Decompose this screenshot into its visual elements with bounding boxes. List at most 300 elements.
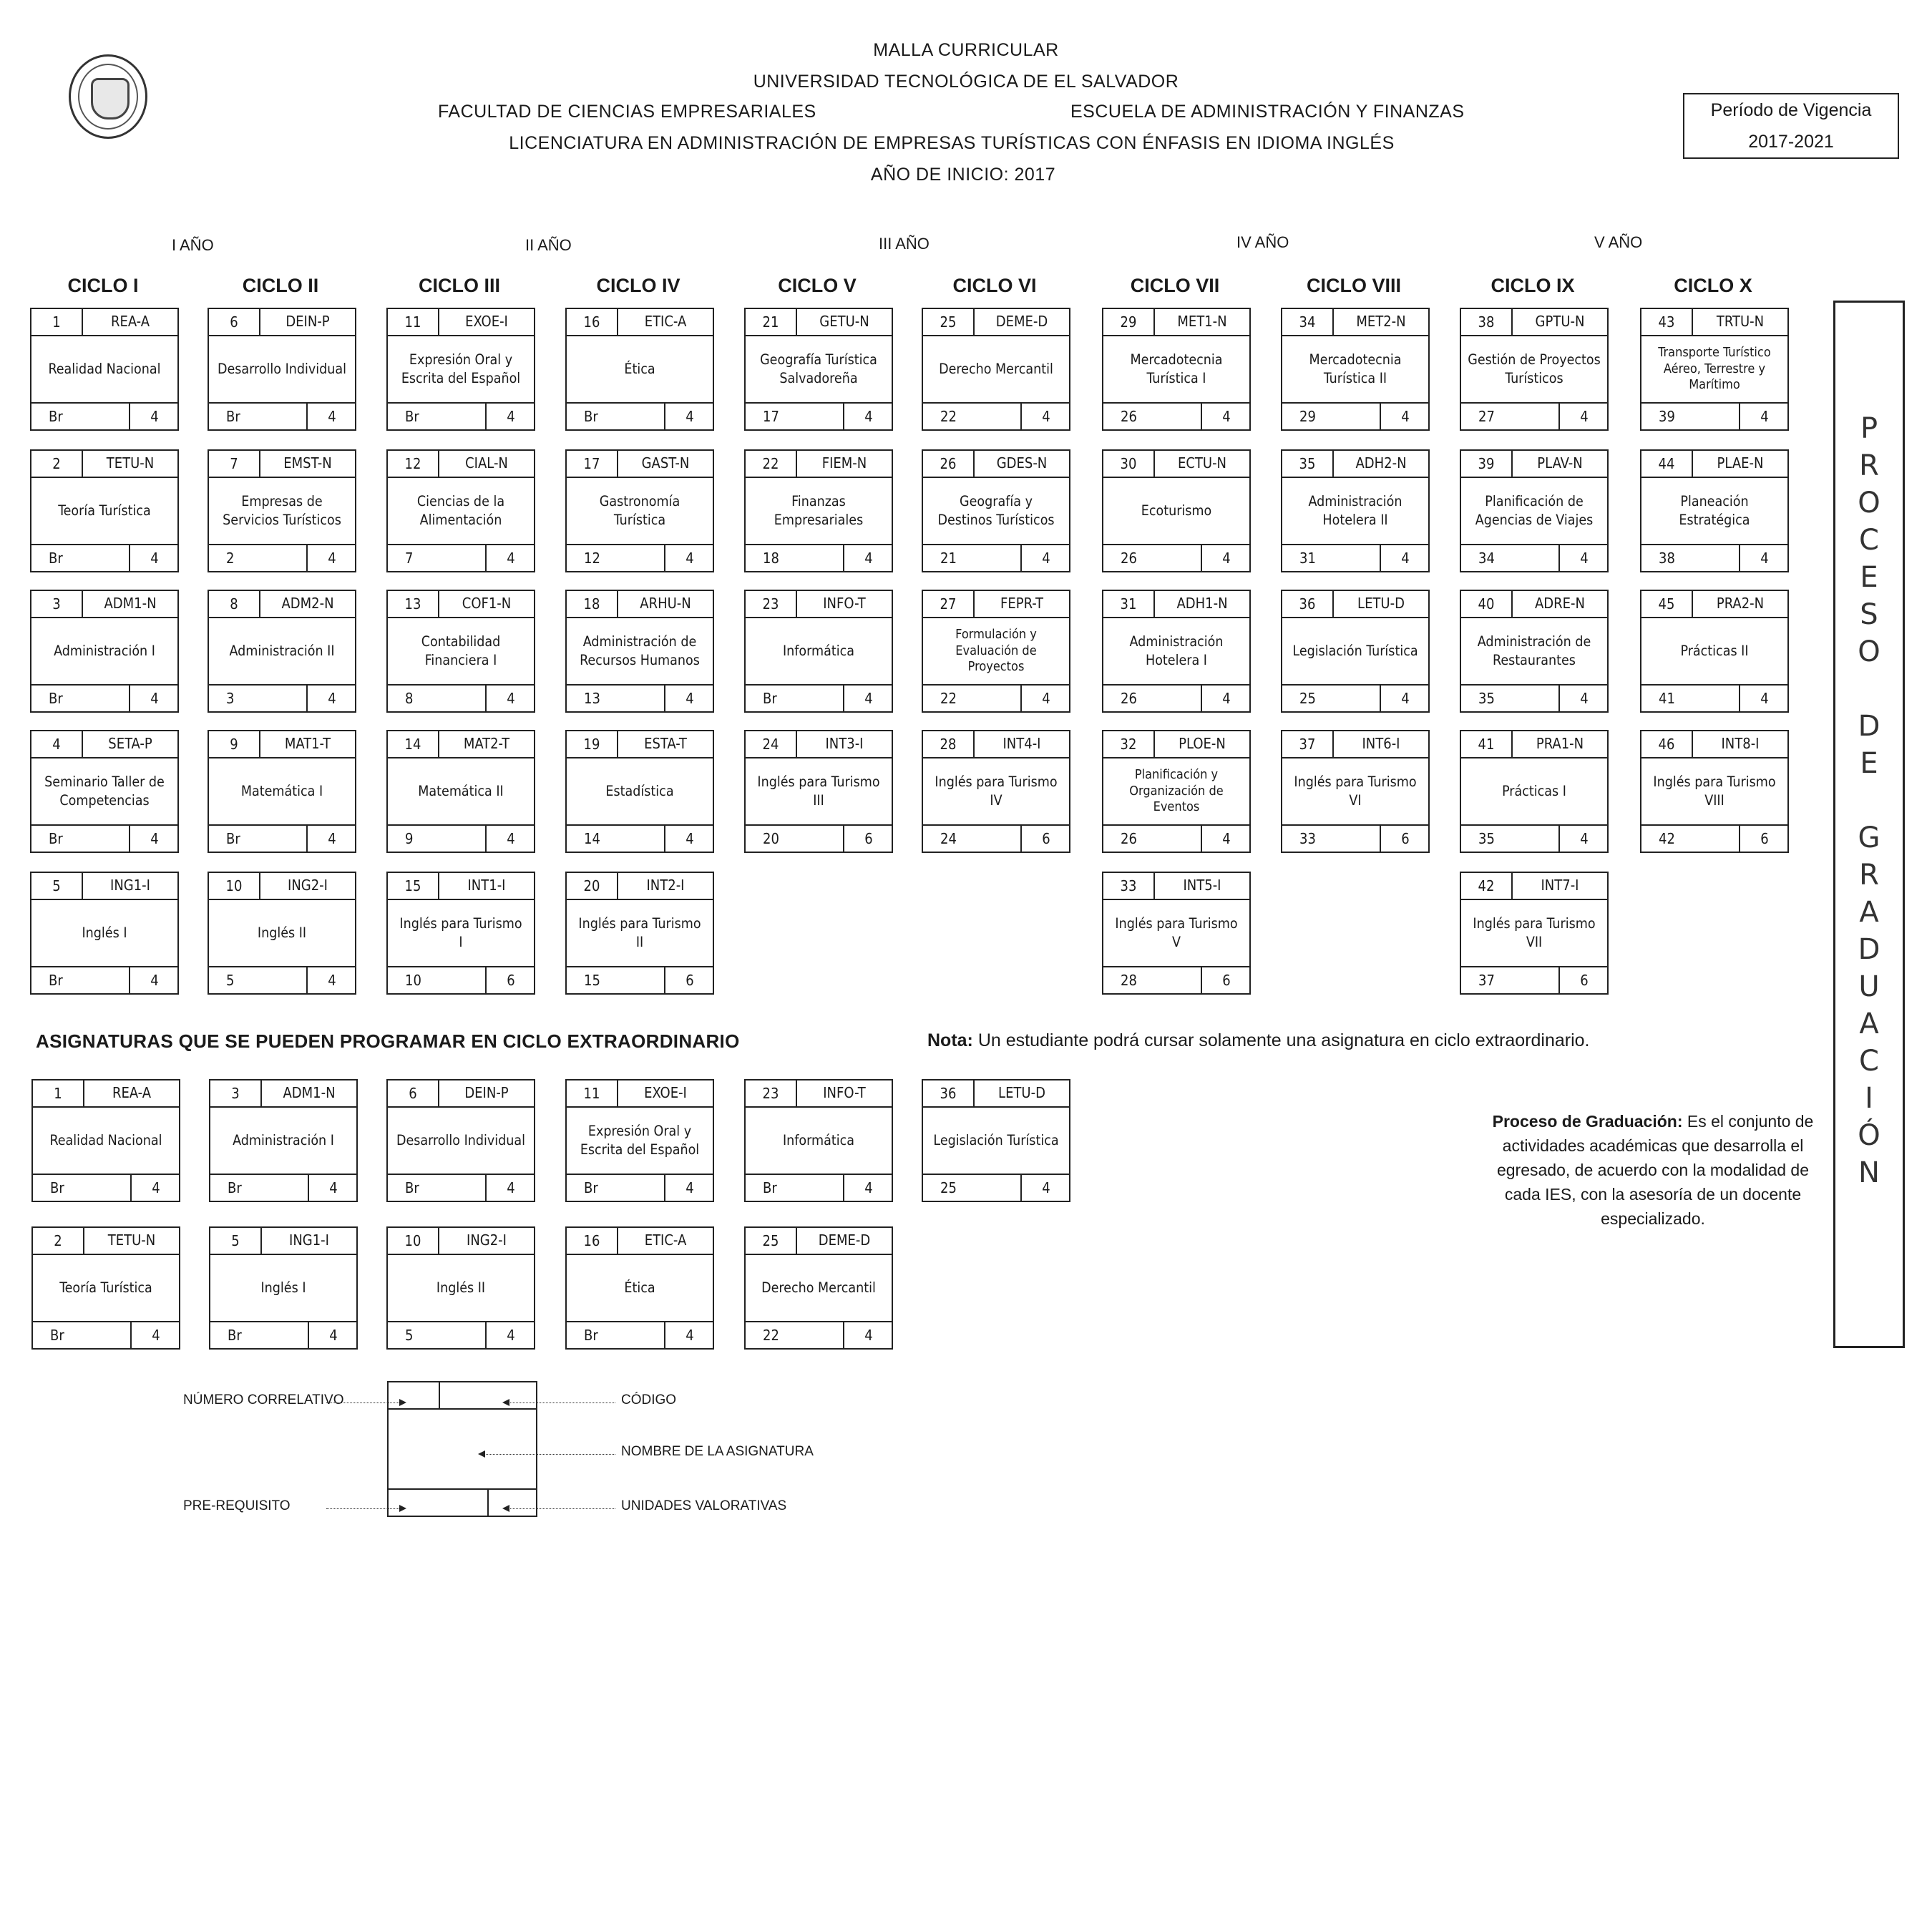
graduation-letter: R — [1859, 449, 1879, 482]
course-name: Expresión Oral y Escrita del Español — [580, 1123, 700, 1158]
course-card — [208, 308, 356, 431]
course-card — [1460, 872, 1609, 995]
course-name: Derecho Mercantil — [939, 361, 1053, 378]
graduation-letter: O — [1858, 635, 1880, 668]
course-number: 2 — [33, 1228, 84, 1254]
graduation-letter: S — [1860, 598, 1878, 631]
course-code: ADM1-N — [283, 1084, 336, 1101]
course-header — [1641, 451, 1787, 478]
faculty-name: FACULTAD DE CIENCIAS EMPRESARIALES — [438, 102, 816, 122]
course-footer — [1641, 684, 1787, 711]
course-number: 32 — [1103, 731, 1155, 757]
graduation-definition — [1488, 1109, 1818, 1231]
course-footer — [388, 684, 534, 711]
course-code: GDES-N — [996, 454, 1048, 472]
course-units: 4 — [1401, 408, 1410, 425]
graduation-letter: C — [1859, 1045, 1879, 1078]
course-name: Geografía y Destinos Turísticos — [937, 493, 1055, 528]
course-units: 4 — [686, 1327, 694, 1344]
course-number: 2 — [31, 451, 83, 477]
course-number: 10 — [209, 873, 260, 899]
ciclo-header: CICLO IX — [1491, 275, 1575, 296]
course-name: Informática — [782, 1132, 855, 1149]
course-number: 26 — [923, 451, 975, 477]
course-card — [922, 1079, 1070, 1202]
course-name: Legislación Turística — [1292, 643, 1418, 660]
course-units: 6 — [1580, 972, 1589, 989]
course-header — [1103, 591, 1249, 618]
course-header — [1461, 451, 1607, 478]
course-number: 33 — [1103, 873, 1155, 899]
extraordinary-section-title: ASIGNATURAS QUE SE PUEDEN PROGRAMAR EN CICLO EXTRAORDINARIO — [36, 1030, 740, 1052]
course-units: 4 — [507, 1179, 515, 1196]
course-prerequisite: 5 — [209, 967, 308, 993]
course-footer — [567, 1321, 713, 1348]
course-card — [1640, 730, 1789, 853]
course-name: Inglés II — [436, 1279, 486, 1297]
ciclo-header: CICLO VIII — [1306, 275, 1401, 296]
course-units: 4 — [328, 408, 336, 425]
start-year: AÑO DE INICIO: 2017 — [870, 165, 1056, 185]
course-footer — [388, 402, 534, 429]
course-prerequisite: 21 — [923, 545, 1022, 571]
course-name: Ciencias de la Alimentación — [416, 493, 505, 528]
course-units: 4 — [1401, 550, 1410, 567]
course-card — [386, 308, 535, 431]
course-units: 4 — [1760, 408, 1769, 425]
course-code: PLAV-N — [1537, 454, 1583, 472]
course-card — [209, 1226, 358, 1350]
course-name: Inglés II — [257, 925, 307, 942]
course-number: 11 — [567, 1080, 618, 1106]
course-prerequisite: 22 — [923, 404, 1022, 429]
course-prerequisite: Br — [746, 1175, 844, 1201]
course-card — [1281, 449, 1430, 572]
course-prerequisite: 31 — [1282, 545, 1381, 571]
year-label: IV AÑO — [1236, 233, 1289, 251]
course-card — [386, 730, 535, 853]
course-number: 43 — [1641, 309, 1693, 335]
course-card — [208, 590, 356, 713]
course-footer — [923, 684, 1069, 711]
course-number: 5 — [210, 1228, 262, 1254]
course-number: 18 — [567, 591, 618, 617]
course-footer — [31, 824, 177, 852]
course-name: Finanzas Empresariales — [774, 493, 864, 528]
course-footer — [1461, 966, 1607, 993]
course-units: 4 — [686, 408, 694, 425]
course-card — [386, 1226, 535, 1350]
course-card — [744, 590, 893, 713]
course-number: 37 — [1282, 731, 1334, 757]
course-number: 34 — [1282, 309, 1334, 335]
course-header — [567, 309, 713, 336]
course-footer — [33, 1321, 179, 1348]
course-header — [746, 1080, 892, 1108]
course-footer — [1103, 966, 1249, 993]
course-units: 4 — [328, 690, 336, 707]
course-name: Expresión Oral y Escrita del Español — [401, 351, 521, 386]
course-number: 22 — [746, 451, 797, 477]
legend-code-label: CÓDIGO — [621, 1392, 677, 1408]
course-code: INT2-I — [646, 877, 685, 894]
course-prerequisite: Br — [388, 404, 487, 429]
course-header — [209, 731, 355, 758]
course-card — [1102, 590, 1251, 713]
course-name: Administración Hotelera II — [1308, 493, 1402, 528]
course-code: DEIN-P — [286, 313, 330, 330]
course-number: 28 — [923, 731, 975, 757]
course-header — [388, 1228, 534, 1255]
course-footer — [31, 684, 177, 711]
ciclo-header: CICLO X — [1674, 275, 1752, 296]
course-footer — [1461, 684, 1607, 711]
course-prerequisite: 5 — [388, 1322, 487, 1348]
course-footer — [1282, 544, 1428, 571]
course-number: 38 — [1461, 309, 1513, 335]
course-units: 4 — [150, 830, 159, 847]
course-card — [1281, 730, 1430, 853]
course-units: 4 — [686, 550, 694, 567]
course-card — [386, 449, 535, 572]
course-prerequisite: Br — [31, 404, 130, 429]
course-prerequisite: 14 — [567, 826, 665, 852]
course-header — [210, 1228, 356, 1255]
course-code: GETU-N — [819, 313, 869, 330]
course-units: 6 — [1760, 830, 1769, 847]
course-footer — [1461, 402, 1607, 429]
course-header — [746, 451, 892, 478]
course-card — [1460, 590, 1609, 713]
course-header — [1103, 451, 1249, 478]
course-footer — [210, 1174, 356, 1201]
graduation-letter: D — [1858, 933, 1880, 966]
year-label: V AÑO — [1594, 233, 1643, 251]
course-prerequisite: 26 — [1103, 404, 1202, 429]
ciclo-header: CICLO V — [778, 275, 857, 296]
course-code: INT5-I — [1183, 877, 1221, 894]
graduation-letter: E — [1860, 747, 1878, 780]
course-name: Estadística — [605, 783, 674, 800]
course-footer — [388, 1174, 534, 1201]
course-units: 4 — [328, 550, 336, 567]
course-footer — [567, 544, 713, 571]
course-name: Matemática I — [240, 783, 323, 800]
course-header — [388, 309, 534, 336]
course-card — [744, 449, 893, 572]
course-prerequisite: 9 — [388, 826, 487, 852]
course-prerequisite: 10 — [388, 967, 487, 993]
course-header — [1282, 309, 1428, 336]
course-code: LETU-D — [998, 1084, 1045, 1101]
course-units: 4 — [1401, 690, 1410, 707]
course-name: Contabilidad Financiera I — [421, 633, 501, 668]
course-number: 11 — [388, 309, 439, 335]
course-code: ADM1-N — [104, 595, 157, 612]
course-prerequisite: Br — [31, 967, 130, 993]
course-footer — [746, 1321, 892, 1348]
course-header — [746, 591, 892, 618]
course-units: 4 — [864, 408, 873, 425]
course-prerequisite: Br — [31, 545, 130, 571]
course-footer — [923, 1174, 1069, 1201]
course-number: 20 — [567, 873, 618, 899]
course-prerequisite: 33 — [1282, 826, 1381, 852]
course-footer — [209, 402, 355, 429]
course-card — [922, 590, 1070, 713]
legend-name-label: NOMBRE DE LA ASIGNATURA — [621, 1444, 814, 1459]
course-footer — [1641, 402, 1787, 429]
course-name: Ecoturismo — [1141, 502, 1212, 519]
graduation-letter: C — [1859, 524, 1879, 557]
graduation-letter: E — [1860, 561, 1878, 594]
course-name: Prácticas I — [1502, 783, 1566, 800]
course-code: DEME-D — [818, 1231, 871, 1249]
graduation-letter: A — [1859, 896, 1879, 929]
course-name: Ética — [624, 1279, 655, 1297]
university-seal-logo — [69, 54, 147, 139]
course-header — [388, 1080, 534, 1108]
course-code: INFO-T — [823, 595, 866, 612]
doc-title: MALLA CURRICULAR — [873, 40, 1059, 60]
course-prerequisite: 8 — [388, 686, 487, 711]
course-code: CIAL-N — [465, 454, 508, 472]
legend-card — [387, 1381, 537, 1517]
course-footer — [31, 966, 177, 993]
course-name: Seminario Taller de Competencias — [44, 774, 165, 809]
course-number: 17 — [567, 451, 618, 477]
year-label: II AÑO — [525, 236, 572, 254]
course-units: 4 — [1760, 550, 1769, 567]
course-card — [208, 730, 356, 853]
graduation-def-title: Proceso de Graduación: — [1492, 1112, 1683, 1131]
course-footer — [746, 684, 892, 711]
course-number: 30 — [1103, 451, 1155, 477]
course-footer — [209, 684, 355, 711]
course-name: Administración I — [54, 643, 155, 660]
course-card — [1281, 308, 1430, 431]
course-units: 4 — [1042, 550, 1050, 567]
course-prerequisite: 38 — [1641, 545, 1740, 571]
course-header — [1103, 309, 1249, 336]
course-units: 4 — [1580, 408, 1589, 425]
course-number: 1 — [31, 309, 83, 335]
course-code: INFO-T — [823, 1084, 866, 1101]
graduation-letter: G — [1858, 821, 1880, 854]
course-footer — [923, 824, 1069, 852]
course-footer — [388, 1321, 534, 1348]
course-units: 6 — [686, 972, 694, 989]
legend-arrow-code — [504, 1402, 615, 1403]
course-units: 4 — [1042, 690, 1050, 707]
course-units: 6 — [1042, 830, 1050, 847]
course-code: INT6-I — [1362, 735, 1400, 752]
course-header — [31, 591, 177, 618]
course-units: 4 — [1042, 1179, 1050, 1196]
course-footer — [31, 544, 177, 571]
course-card — [30, 449, 179, 572]
course-number: 36 — [1282, 591, 1334, 617]
course-code: REA-A — [110, 313, 150, 330]
course-number: 3 — [210, 1080, 262, 1106]
course-units: 4 — [864, 1179, 873, 1196]
course-prerequisite: 26 — [1103, 545, 1202, 571]
course-footer — [1103, 402, 1249, 429]
course-number: 31 — [1103, 591, 1155, 617]
course-code: PLOE-N — [1179, 735, 1226, 752]
course-card — [1640, 449, 1789, 572]
course-code: ARHU-N — [640, 595, 691, 612]
course-units: 4 — [1580, 550, 1589, 567]
course-name: Inglés para Turismo I — [399, 915, 522, 950]
course-number: 14 — [388, 731, 439, 757]
course-header — [567, 731, 713, 758]
course-prerequisite: 17 — [746, 404, 844, 429]
course-card — [922, 449, 1070, 572]
course-units: 4 — [864, 1327, 873, 1344]
course-prerequisite: Br — [33, 1175, 132, 1201]
course-header — [1461, 309, 1607, 336]
ciclo-header: CICLO VII — [1130, 275, 1220, 296]
course-header — [1282, 731, 1428, 758]
course-header — [31, 731, 177, 758]
course-card — [209, 1079, 358, 1202]
note-text: Un estudiante podrá cursar solamente una asignatura en ciclo extraordinario. — [977, 1030, 1590, 1050]
course-header — [1103, 731, 1249, 758]
course-number: 46 — [1641, 731, 1693, 757]
course-prerequisite: 39 — [1641, 404, 1740, 429]
course-name: Mercadotecnia Turística II — [1309, 351, 1402, 386]
course-number: 13 — [388, 591, 439, 617]
course-header — [923, 1080, 1069, 1108]
course-name: Inglés I — [260, 1279, 306, 1297]
course-header — [567, 591, 713, 618]
course-number: 9 — [209, 731, 260, 757]
course-header — [1461, 873, 1607, 900]
course-footer — [567, 402, 713, 429]
course-prerequisite: Br — [209, 826, 308, 852]
course-code: ING2-I — [288, 877, 328, 894]
course-units: 6 — [507, 972, 515, 989]
course-card — [565, 872, 714, 995]
course-name: Planificación de Agencias de Viajes — [1475, 493, 1594, 528]
course-code: ETIC-A — [644, 1231, 687, 1249]
graduation-process-box — [1833, 301, 1905, 1348]
course-header — [209, 591, 355, 618]
course-card — [565, 1079, 714, 1202]
graduation-letter: O — [1858, 487, 1880, 519]
course-name: Desarrollo Individual — [396, 1132, 526, 1149]
course-code: PRA1-N — [1536, 735, 1584, 752]
ciclo-header: CICLO VI — [952, 275, 1037, 296]
course-header — [31, 451, 177, 478]
course-name: Desarrollo Individual — [217, 361, 347, 378]
course-footer — [567, 966, 713, 993]
course-name: Inglés para Turismo VI — [1294, 774, 1417, 809]
course-footer — [1103, 684, 1249, 711]
legend-arrow-name — [479, 1454, 615, 1455]
course-code: MAT1-T — [284, 735, 331, 752]
graduation-letter: N — [1858, 1156, 1880, 1189]
graduation-letter: Ó — [1858, 1119, 1880, 1152]
course-header — [388, 591, 534, 618]
course-units: 4 — [1042, 408, 1050, 425]
course-card — [1102, 730, 1251, 853]
graduation-letter: R — [1859, 859, 1879, 892]
course-card — [208, 449, 356, 572]
course-name: Inglés I — [82, 925, 127, 942]
course-footer — [923, 544, 1069, 571]
course-footer — [209, 824, 355, 852]
course-card — [922, 308, 1070, 431]
course-name: Administración I — [233, 1132, 334, 1149]
graduation-letter: D — [1858, 710, 1880, 743]
extraordinary-note — [927, 1030, 1590, 1051]
course-footer — [209, 544, 355, 571]
course-number: 25 — [746, 1228, 797, 1254]
course-name: Inglés para Turismo V — [1115, 915, 1238, 950]
course-card — [744, 1226, 893, 1350]
course-code: ESTA-T — [644, 735, 687, 752]
course-name: Inglés para Turismo VIII — [1653, 774, 1776, 809]
course-units: 4 — [1760, 690, 1769, 707]
course-code: EXOE-I — [644, 1084, 687, 1101]
course-units: 6 — [1222, 972, 1231, 989]
course-name: Realidad Nacional — [48, 361, 161, 378]
course-code: SETA-P — [108, 735, 152, 752]
course-name: Inglés para Turismo II — [578, 915, 701, 950]
course-number: 36 — [923, 1080, 975, 1106]
course-code: COF1-N — [462, 595, 512, 612]
course-footer — [1103, 824, 1249, 852]
course-name: Realidad Nacional — [49, 1132, 162, 1149]
course-header — [923, 591, 1069, 618]
course-code: DEIN-P — [464, 1084, 509, 1101]
course-name: Prácticas II — [1680, 643, 1749, 660]
course-code: FEPR-T — [1000, 595, 1043, 612]
course-name: Inglés para Turismo VII — [1473, 915, 1596, 950]
course-header — [567, 1080, 713, 1108]
course-code: GAST-N — [641, 454, 690, 472]
course-prerequisite: 13 — [567, 686, 665, 711]
course-code: ADRE-N — [1535, 595, 1585, 612]
course-number: 10 — [388, 1228, 439, 1254]
course-header — [567, 451, 713, 478]
course-code: INT4-I — [1002, 735, 1041, 752]
course-name: Geografía Turística Salvadoreña — [760, 351, 877, 386]
course-number: 19 — [567, 731, 618, 757]
course-footer — [1282, 684, 1428, 711]
course-units: 4 — [328, 972, 336, 989]
course-footer — [1461, 544, 1607, 571]
course-card — [31, 1079, 180, 1202]
course-number: 29 — [1103, 309, 1155, 335]
course-header — [33, 1080, 179, 1108]
course-code: EMST-N — [283, 454, 332, 472]
course-header — [746, 1228, 892, 1255]
course-card — [565, 449, 714, 572]
course-units: 4 — [152, 1179, 160, 1196]
course-name: Gestión de Proyectos Turísticos — [1468, 351, 1601, 386]
course-code: LETU-D — [1357, 595, 1405, 612]
course-card — [1460, 730, 1609, 853]
course-name: Ética — [624, 361, 655, 378]
course-units: 4 — [686, 690, 694, 707]
course-prerequisite: 26 — [1103, 826, 1202, 852]
course-code: ING1-I — [289, 1231, 329, 1249]
course-number: 42 — [1461, 873, 1513, 899]
course-code: GPTU-N — [1535, 313, 1585, 330]
